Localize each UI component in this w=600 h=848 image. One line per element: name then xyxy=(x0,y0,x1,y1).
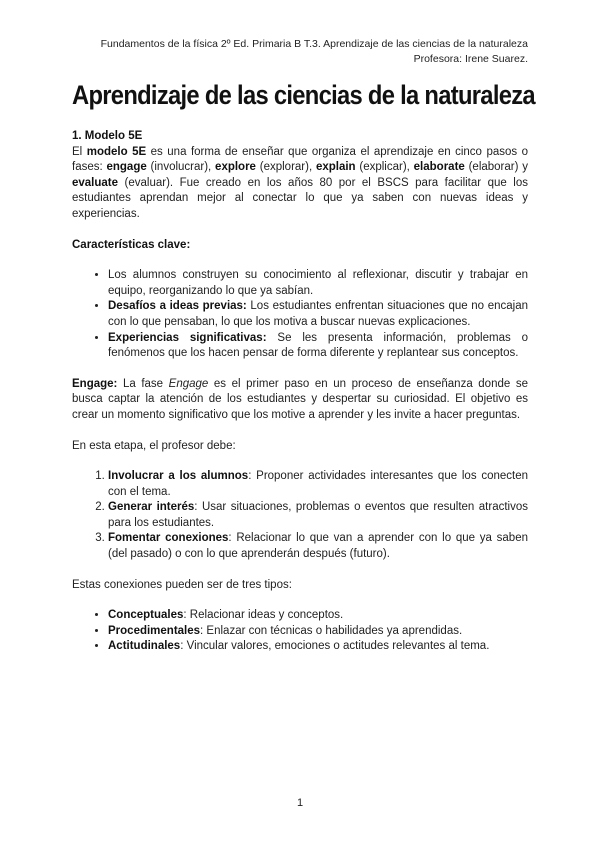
document-body xyxy=(72,129,528,655)
list-item: • Procedimentales: Enlazar con técnicas o habilidades ya aprendidas. xyxy=(108,624,528,640)
list-item: • Conceptuales: Relacionar ideas y conceptos. xyxy=(108,608,528,624)
list-item: 1. Involucrar a los alumnos: Proponer actividades interesantes que los conecten con el tema. xyxy=(108,469,528,500)
list-item: 2. Generar interés: Usar situaciones, problemas o eventos que resulten atractivos para los estudiantes. xyxy=(108,500,528,531)
list-item: • Actitudinales: Vincular valores, emociones o actitudes relevantes al tema. xyxy=(108,639,528,655)
header-teacher-line: Profesora: Irene Suarez. xyxy=(413,53,528,65)
header-course-line: Fundamentos de la física 2º Ed. Primaria B T.3. Aprendizaje de las ciencias de la naturaleza xyxy=(100,38,528,50)
engage-paragraph: Engage: La fase Engage es el primer paso en un proceso de enseñanza donde se busca captar la atención de los estudiantes y despertar su curiosidad. El objetivo es crear un momento significativo que los motive a aprender y les invite a hacer preguntas. xyxy=(72,377,528,421)
intro-paragraph: El modelo 5E es una forma de enseñar que organiza el aprendizaje en cinco pasos o fases: engage (involucrar), explore (explorar), explain (explicar), elaborate (elaborar) y evaluate (evaluar). Fue creado en los años 80 por el BSCS para facilitar que los estudiantes aprendan mejor al conectar lo que ya saben con nuevas ideas y experiencias. xyxy=(72,145,529,220)
key-features-heading: Características clave: xyxy=(72,238,191,251)
key-features-list xyxy=(72,268,528,362)
page-header xyxy=(72,37,528,67)
list-item: 3. Fomentar conexiones: Relacionar lo que van a aprender con lo que ya saben (del pasado) o con lo que aprenderán después (futuro). xyxy=(108,531,528,562)
list-item: • Los alumnos construyen su conocimiento al reflexionar, discutir y trabajar en equipo, reorganizando lo que ya sabían. xyxy=(108,268,528,299)
teacher-steps-list xyxy=(72,469,528,563)
connections-list xyxy=(72,608,528,655)
list-item: • Experiencias significativas: Se les presenta información, problemas o fenómenos que los hacen pensar de forma diferente y replantear sus conceptos. xyxy=(108,331,528,362)
connections-intro: Estas conexiones pueden ser de tres tipos: xyxy=(72,578,292,591)
teacher-intro: En esta etapa, el profesor debe: xyxy=(72,439,236,452)
section-heading-modelo-5e: 1. Modelo 5E xyxy=(72,130,143,142)
list-item: • Desafíos a ideas previas: Los estudiantes enfrentan situaciones que no encajan con lo que pensaban, lo que los motiva a buscar nuevas explicaciones. xyxy=(108,299,528,330)
document-title: Aprendizaje de las ciencias de la naturaleza xyxy=(72,80,535,110)
page-number: 1 xyxy=(296,797,304,809)
